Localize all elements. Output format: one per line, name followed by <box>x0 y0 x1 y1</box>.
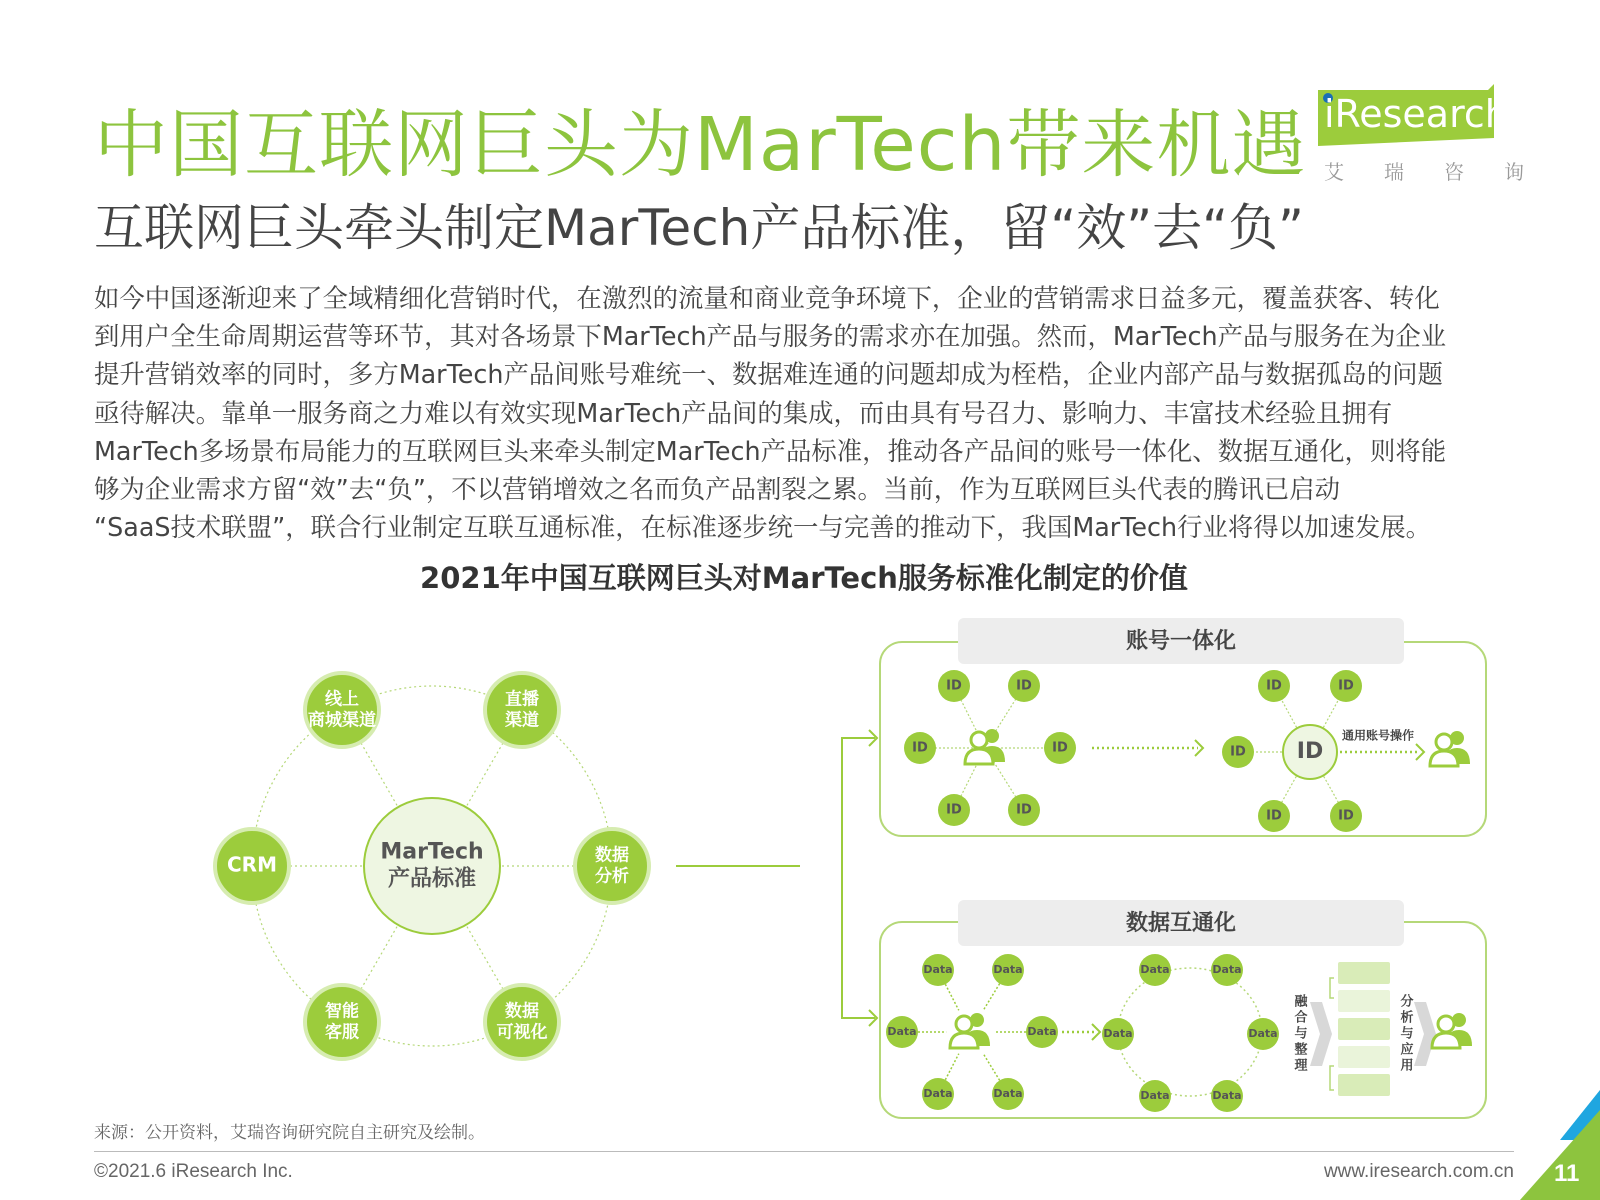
logo-wordmark: iResearch <box>1324 92 1509 136</box>
logo-char: 询 <box>1504 162 1524 184</box>
data-node-label: Data <box>923 1087 953 1100</box>
body-line: 如今中国逐渐迎来了全域精细化营销时代，在激烈的流量和商业竞争环境下，企业的营销需求日益多元，覆盖获客、转化 <box>94 283 1440 313</box>
data-node-label: Data <box>923 963 953 976</box>
result-bar <box>1338 1074 1390 1096</box>
action-label: 通用账号操作 <box>1341 728 1415 743</box>
data-node-label: Data <box>887 1025 917 1038</box>
diagram-title: 2021年中国互联网巨头对MarTech服务标准化制定的价值 <box>420 561 1188 595</box>
apply-label: 析 <box>1400 1010 1414 1026</box>
apply-label: 应 <box>1400 1042 1414 1058</box>
data-ring-node-label: Data <box>1140 1089 1170 1102</box>
hub-node-label: 渠道 <box>505 710 539 731</box>
data-node-label: Data <box>993 963 1023 976</box>
data-result-user-icon-body2 <box>1432 1033 1460 1048</box>
id-node-label: ID <box>946 678 962 694</box>
apply-label: 用 <box>1400 1058 1414 1074</box>
merge-label: 融 <box>1294 994 1308 1010</box>
merge-label: 与 <box>1294 1026 1308 1042</box>
id-node-label: ID <box>1266 808 1282 824</box>
source-note: 来源：公开资料，艾瑞咨询研究院自主研究及绘制。 <box>94 1123 485 1142</box>
logo-char: 瑞 <box>1384 162 1404 184</box>
id-node-label: ID <box>1230 744 1246 760</box>
hub-node-label: 直播 <box>505 689 539 710</box>
data-ring-node-label: Data <box>1212 1089 1242 1102</box>
data-user-icon-head2 <box>956 1016 972 1032</box>
body-line: 够为企业需求方留“效”去“负”，不以营销增效之名而负产品割裂之累。当前，作为互联网巨头代表的腾讯已启动 <box>94 474 1340 505</box>
id-node-label: ID <box>1266 678 1282 694</box>
hub-node-label: 线上 <box>325 689 359 710</box>
hub-node-label: 智能 <box>325 1001 359 1022</box>
hub-node-label: 客服 <box>325 1022 359 1043</box>
apply-label: 与 <box>1400 1026 1414 1042</box>
body-line: 提升营销效率的同时，多方MarTech产品间账号难统一、数据难连通的问题却成为桎梏，企业内部产品与数据孤岛的问题 <box>94 359 1443 390</box>
id-node-label: ID <box>1016 678 1032 694</box>
data-ring-node-label: Data <box>1212 963 1242 976</box>
hub-node-label: CRM <box>227 852 277 877</box>
hub-node-label: 商城渠道 <box>308 710 376 731</box>
hub-node-label: 可视化 <box>496 1022 548 1043</box>
account-user-icon-body2 <box>965 749 993 764</box>
connector-bracket <box>842 738 875 1018</box>
data-ring-node-label: Data <box>1248 1027 1278 1040</box>
page-title: 中国互联网巨头为MarTech带来机遇 <box>94 102 1307 188</box>
body-line: MarTech多场景布局能力的互联网巨头来牵头制定MarTech产品标准，推动各产品间的账号一体化、数据互通化，则将能 <box>94 435 1447 466</box>
website-url: www.iresearch.com.cn <box>1323 1161 1514 1182</box>
merge-label: 整 <box>1294 1042 1308 1058</box>
merge-label: 理 <box>1294 1058 1308 1074</box>
data-node-label: Data <box>993 1087 1023 1100</box>
hub-node-label: 数据 <box>505 1001 539 1022</box>
data-ring-node-label: Data <box>1103 1027 1133 1040</box>
result-bar <box>1338 990 1390 1012</box>
id-node-label: ID <box>946 802 962 818</box>
result-bar <box>1338 962 1390 984</box>
data-panel-title: 数据互通化 <box>1125 911 1237 936</box>
merge-label: 合 <box>1294 1010 1308 1026</box>
account-user-icon-head2 <box>971 732 987 748</box>
body-line: 亟待解决。靠单一服务商之力难以有效实现MarTech产品间的集成，而由具有号召力、影响力、丰富技术经验且拥有 <box>94 397 1393 428</box>
body-line: “SaaS技术联盟”，联合行业制定互联互通标准，在标准逐步统一与完善的推动下，我国MarTech行业将得以加速发展。 <box>94 512 1432 543</box>
id-node-label: ID <box>1338 808 1354 824</box>
page-subtitle: 互联网巨头牵头制定MarTech产品标准，留“效”去“负” <box>94 199 1304 257</box>
id-node-label: ID <box>912 740 928 756</box>
logo-char: 咨 <box>1444 162 1464 184</box>
data-ring-node-label: Data <box>1140 963 1170 976</box>
id-node-label: ID <box>1338 678 1354 694</box>
data-user-icon-body2 <box>950 1033 978 1048</box>
copyright: ©2021.6 iResearch Inc. <box>94 1161 293 1182</box>
data-result-user-icon-head2 <box>1438 1016 1454 1032</box>
page-number: 11 <box>1554 1160 1580 1187</box>
logo-char: 艾 <box>1324 162 1344 184</box>
hub-center-label: 产品标准 <box>387 866 477 892</box>
account-result-user-icon-head2 <box>1436 734 1452 750</box>
apply-label: 分 <box>1400 994 1414 1010</box>
account-result-user-icon-body2 <box>1430 751 1458 766</box>
result-bar <box>1338 1018 1390 1040</box>
body-line: 到用户全生命周期运营等环节，其对各场景下MarTech产品与服务的需求亦在加强。然而，MarTech产品与服务在为企业 <box>94 321 1447 352</box>
result-bar <box>1338 1046 1390 1068</box>
hub-node-label: 分析 <box>595 866 629 887</box>
footer-divider <box>94 1151 1514 1152</box>
id-node-label: ID <box>1016 802 1032 818</box>
data-node-label: Data <box>1027 1025 1057 1038</box>
hub-node-label: 数据 <box>595 845 629 866</box>
id-node-label: ID <box>1052 740 1068 756</box>
unified-id-label: ID <box>1296 739 1324 764</box>
hub-center-label: MarTech <box>380 839 484 865</box>
account-panel-title: 账号一体化 <box>1125 629 1237 654</box>
